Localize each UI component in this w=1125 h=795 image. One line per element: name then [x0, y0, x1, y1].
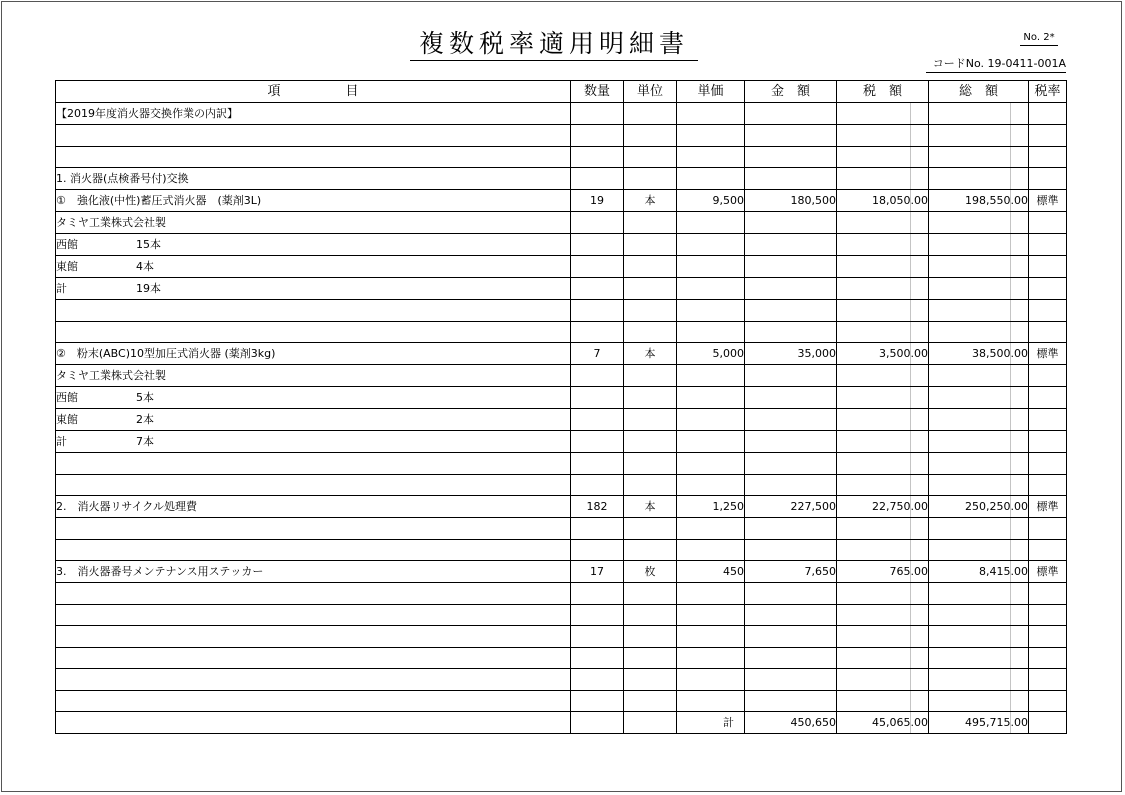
unit-cell: [624, 387, 677, 409]
item-cell: [56, 321, 571, 343]
rate-cell: [1029, 690, 1067, 712]
total-cell: [929, 168, 1029, 190]
unit-cell: [624, 168, 677, 190]
total-cell: [929, 431, 1029, 453]
amount-cell: [745, 474, 837, 496]
total-cell: [929, 453, 1029, 475]
unit-cell: [624, 256, 677, 278]
tax-cell: [837, 365, 929, 387]
table-row: [56, 168, 1067, 190]
item-cell: [56, 647, 571, 669]
price-cell: [677, 234, 745, 256]
tax-cell: [837, 168, 929, 190]
table-row: [56, 343, 1067, 365]
qty-cell: [571, 474, 624, 496]
tax-cell: 22,750.00: [837, 496, 929, 518]
qty-cell: 7: [571, 343, 624, 365]
price-cell: [677, 453, 745, 475]
item-cell: [56, 539, 571, 561]
item-cell: [56, 256, 571, 278]
total-cell: [929, 365, 1029, 387]
amount-cell: 35,000: [745, 343, 837, 365]
total-cell: [929, 256, 1029, 278]
item-cell: [56, 146, 571, 168]
rate-cell: [1029, 583, 1067, 605]
total-cell: [929, 474, 1029, 496]
qty-cell: [571, 300, 624, 322]
table-row: [56, 453, 1067, 475]
total-cell: 198,550.00: [929, 190, 1029, 212]
totals-row: [56, 712, 1067, 734]
tax-cell: [837, 321, 929, 343]
rate-cell: [1029, 321, 1067, 343]
header-qty: 数量: [571, 81, 624, 103]
qty-cell: [571, 234, 624, 256]
rate-cell: [1029, 669, 1067, 691]
unit-cell: [624, 146, 677, 168]
amount-cell: [745, 365, 837, 387]
unit-cell: [624, 234, 677, 256]
location-count: 7本: [136, 435, 154, 448]
header-total: 総 額: [929, 81, 1029, 103]
location-label: 西館: [56, 238, 78, 251]
qty-cell: [571, 669, 624, 691]
unit-cell: [624, 669, 677, 691]
amount-cell: 227,500: [745, 496, 837, 518]
amount-cell: 180,500: [745, 190, 837, 212]
price-cell: 1,250: [677, 496, 745, 518]
tax-cell: [837, 474, 929, 496]
qty-cell: [571, 583, 624, 605]
table-row: [56, 626, 1067, 648]
amount-cell: [745, 212, 837, 234]
price-cell: 5,000: [677, 343, 745, 365]
rate-cell: [1029, 365, 1067, 387]
price-cell: [677, 409, 745, 431]
table-row: [56, 146, 1067, 168]
header-rate: 税率: [1029, 81, 1067, 103]
unit-cell: 本: [624, 190, 677, 212]
tax-cell: [837, 212, 929, 234]
rate-cell: [1029, 300, 1067, 322]
item-cell: 1. 消火器(点検番号付)交換: [56, 168, 571, 190]
qty-cell: [571, 387, 624, 409]
code-number: コードNo. 19-0411-001A: [926, 56, 1066, 73]
location-label: 計: [56, 435, 67, 448]
total-cell: [929, 278, 1029, 300]
document-number: No. 2*: [1020, 31, 1058, 46]
tax-cell: [837, 539, 929, 561]
amount-cell: [745, 300, 837, 322]
location-label: 東館: [56, 413, 78, 426]
amount-cell: [745, 409, 837, 431]
total-cell: [929, 539, 1029, 561]
tax-cell: [837, 604, 929, 626]
table-row: [56, 583, 1067, 605]
amount-cell: [745, 256, 837, 278]
amount-cell: [745, 669, 837, 691]
rate-cell: [1029, 146, 1067, 168]
item-cell: [56, 387, 571, 409]
item-cell: [56, 669, 571, 691]
price-cell: [677, 669, 745, 691]
item-cell: [56, 583, 571, 605]
item-cell: [56, 409, 571, 431]
tax-cell: [837, 146, 929, 168]
header-row: [56, 81, 1067, 103]
location-count: 4本: [136, 260, 154, 273]
tax-cell: [837, 234, 929, 256]
price-cell: [677, 168, 745, 190]
total-cell: [929, 604, 1029, 626]
price-cell: [677, 647, 745, 669]
total-cell: [929, 146, 1029, 168]
tax-cell: [837, 647, 929, 669]
item-cell: [56, 690, 571, 712]
tax-cell: [837, 431, 929, 453]
item-cell: [56, 300, 571, 322]
tax-cell: [837, 300, 929, 322]
table-row: [56, 690, 1067, 712]
tax-cell: [837, 453, 929, 475]
qty-cell: 182: [571, 496, 624, 518]
header-item: 項 目: [56, 81, 571, 103]
total-cell: [929, 583, 1029, 605]
unit-cell: [624, 321, 677, 343]
qty-cell: [571, 409, 624, 431]
rate-cell: [1029, 125, 1067, 147]
location-count: 2本: [136, 413, 154, 426]
amount-cell: [745, 647, 837, 669]
unit-cell: 枚: [624, 561, 677, 583]
price-cell: [677, 300, 745, 322]
unit-cell: [624, 431, 677, 453]
tax-cell: [837, 518, 929, 540]
total-cell: 8,415.00: [929, 561, 1029, 583]
price-cell: [677, 690, 745, 712]
price-cell: [677, 604, 745, 626]
table-row: [56, 539, 1067, 561]
price-cell: [677, 518, 745, 540]
price-cell: 450: [677, 561, 745, 583]
total-cell: [929, 409, 1029, 431]
price-cell: [677, 539, 745, 561]
table-row: [56, 321, 1067, 343]
document-title: 複数税率適用明細書: [410, 28, 698, 61]
table-row: [56, 300, 1067, 322]
amount-cell: [745, 626, 837, 648]
table-row: [56, 409, 1067, 431]
totals-tax: 45,065.00: [837, 712, 929, 734]
price-cell: [677, 278, 745, 300]
amount-cell: [745, 278, 837, 300]
tax-cell: 3,500.00: [837, 343, 929, 365]
qty-cell: [571, 518, 624, 540]
table-row: [56, 604, 1067, 626]
price-cell: [677, 256, 745, 278]
table-row: [56, 278, 1067, 300]
location-count: 19本: [136, 282, 161, 295]
total-cell: 38,500.00: [929, 343, 1029, 365]
rate-cell: [1029, 626, 1067, 648]
amount-cell: [745, 583, 837, 605]
amount-cell: [745, 168, 837, 190]
location-count: 5本: [136, 391, 154, 404]
header-tax: 税 額: [837, 81, 929, 103]
total-cell: [929, 669, 1029, 691]
item-cell: [56, 431, 571, 453]
tax-cell: [837, 103, 929, 125]
amount-cell: [745, 387, 837, 409]
price-cell: [677, 103, 745, 125]
unit-cell: 本: [624, 496, 677, 518]
item-cell: [56, 474, 571, 496]
unit-cell: [624, 690, 677, 712]
qty-cell: [571, 647, 624, 669]
qty-cell: [571, 539, 624, 561]
qty-cell: [571, 146, 624, 168]
item-cell: [56, 234, 571, 256]
qty-cell: [571, 690, 624, 712]
qty-cell: [571, 103, 624, 125]
unit-cell: [624, 125, 677, 147]
amount-cell: [745, 234, 837, 256]
item-cell: 2. 消火器リサイクル処理費: [56, 496, 571, 518]
table-row: [56, 647, 1067, 669]
amount-cell: [745, 604, 837, 626]
unit-cell: [624, 604, 677, 626]
detail-table: [55, 80, 1067, 734]
table-row: [56, 234, 1067, 256]
unit-cell: [624, 474, 677, 496]
location-count: 15本: [136, 238, 161, 251]
qty-cell: [571, 321, 624, 343]
table-row: [56, 125, 1067, 147]
table-row: [56, 496, 1067, 518]
table-row: [56, 256, 1067, 278]
amount-cell: [745, 125, 837, 147]
qty-cell: [571, 365, 624, 387]
total-cell: [929, 626, 1029, 648]
tax-cell: [837, 669, 929, 691]
tax-cell: [837, 387, 929, 409]
qty-cell: [571, 453, 624, 475]
price-cell: [677, 583, 745, 605]
total-cell: [929, 103, 1029, 125]
price-cell: [677, 212, 745, 234]
unit-cell: [624, 518, 677, 540]
qty-cell: [571, 168, 624, 190]
location-label: 計: [56, 282, 67, 295]
price-cell: [677, 125, 745, 147]
qty-cell: [571, 212, 624, 234]
table-row: [56, 474, 1067, 496]
table-row: [56, 365, 1067, 387]
total-cell: [929, 387, 1029, 409]
tax-cell: [837, 690, 929, 712]
totals-label: 計: [677, 712, 745, 734]
rate-cell: [1029, 518, 1067, 540]
unit-cell: [624, 103, 677, 125]
unit-cell: [624, 212, 677, 234]
unit-cell: [624, 300, 677, 322]
item-cell: 3. 消火器番号メンテナンス用ステッカー: [56, 561, 571, 583]
rate-cell: 標準: [1029, 561, 1067, 583]
amount-cell: [745, 146, 837, 168]
total-cell: [929, 690, 1029, 712]
rate-cell: [1029, 409, 1067, 431]
qty-cell: [571, 626, 624, 648]
qty-cell: [571, 431, 624, 453]
total-cell: [929, 212, 1029, 234]
table-row: [56, 561, 1067, 583]
total-cell: [929, 647, 1029, 669]
rate-cell: [1029, 212, 1067, 234]
qty-cell: [571, 604, 624, 626]
item-cell: [56, 453, 571, 475]
totals-total: 495,715.00: [929, 712, 1029, 734]
rate-cell: [1029, 278, 1067, 300]
amount-cell: [745, 539, 837, 561]
total-cell: [929, 300, 1029, 322]
tax-cell: [837, 626, 929, 648]
unit-cell: [624, 539, 677, 561]
rate-cell: [1029, 431, 1067, 453]
item-cell: ② 粉末(ABC)10型加圧式消火器 (薬剤3kg): [56, 343, 571, 365]
amount-cell: [745, 431, 837, 453]
unit-cell: [624, 365, 677, 387]
unit-cell: 本: [624, 343, 677, 365]
price-cell: [677, 387, 745, 409]
rate-cell: [1029, 604, 1067, 626]
item-cell: タミヤ工業株式会社製: [56, 212, 571, 234]
amount-cell: [745, 103, 837, 125]
unit-cell: [624, 453, 677, 475]
table-row: [56, 212, 1067, 234]
price-cell: [677, 321, 745, 343]
price-cell: [677, 431, 745, 453]
rate-cell: [1029, 103, 1067, 125]
rate-cell: 標準: [1029, 343, 1067, 365]
item-cell: [56, 626, 571, 648]
qty-cell: [571, 125, 624, 147]
unit-cell: [624, 409, 677, 431]
rate-cell: [1029, 387, 1067, 409]
total-cell: [929, 321, 1029, 343]
amount-cell: 7,650: [745, 561, 837, 583]
amount-cell: [745, 453, 837, 475]
tax-cell: 18,050.00: [837, 190, 929, 212]
price-cell: [677, 626, 745, 648]
unit-cell: [624, 626, 677, 648]
item-cell: 【2019年度消火器交換作業の内訳】: [56, 103, 571, 125]
unit-cell: [624, 647, 677, 669]
totals-amount: 450,650: [745, 712, 837, 734]
item-cell: [56, 518, 571, 540]
rate-cell: [1029, 453, 1067, 475]
tax-cell: [837, 256, 929, 278]
tax-cell: 765.00: [837, 561, 929, 583]
rate-cell: [1029, 168, 1067, 190]
table-row: [56, 431, 1067, 453]
price-cell: [677, 146, 745, 168]
price-cell: [677, 474, 745, 496]
rate-cell: 標準: [1029, 496, 1067, 518]
total-cell: [929, 518, 1029, 540]
table-row: [56, 103, 1067, 125]
item-cell: [56, 604, 571, 626]
item-cell: ① 強化液(中性)蓄圧式消火器 (薬剤3L): [56, 190, 571, 212]
total-cell: [929, 125, 1029, 147]
location-label: 東館: [56, 260, 78, 273]
unit-cell: [624, 278, 677, 300]
qty-cell: 19: [571, 190, 624, 212]
tax-cell: [837, 125, 929, 147]
location-label: 西館: [56, 391, 78, 404]
rate-cell: [1029, 539, 1067, 561]
table-row: [56, 669, 1067, 691]
rate-cell: [1029, 256, 1067, 278]
amount-cell: [745, 321, 837, 343]
tax-cell: [837, 278, 929, 300]
item-cell: タミヤ工業株式会社製: [56, 365, 571, 387]
rate-cell: [1029, 234, 1067, 256]
amount-cell: [745, 518, 837, 540]
qty-cell: [571, 256, 624, 278]
amount-cell: [745, 690, 837, 712]
total-cell: 250,250.00: [929, 496, 1029, 518]
header-unit: 単位: [624, 81, 677, 103]
rate-cell: 標準: [1029, 190, 1067, 212]
rate-cell: [1029, 474, 1067, 496]
item-cell: [56, 278, 571, 300]
price-cell: 9,500: [677, 190, 745, 212]
header-amount: 金 額: [745, 81, 837, 103]
unit-cell: [624, 583, 677, 605]
header-price: 単価: [677, 81, 745, 103]
item-cell: [56, 125, 571, 147]
qty-cell: 17: [571, 561, 624, 583]
qty-cell: [571, 278, 624, 300]
rate-cell: [1029, 647, 1067, 669]
table-row: [56, 387, 1067, 409]
table-row: [56, 518, 1067, 540]
tax-cell: [837, 583, 929, 605]
total-cell: [929, 234, 1029, 256]
price-cell: [677, 365, 745, 387]
table-row: [56, 190, 1067, 212]
tax-cell: [837, 409, 929, 431]
